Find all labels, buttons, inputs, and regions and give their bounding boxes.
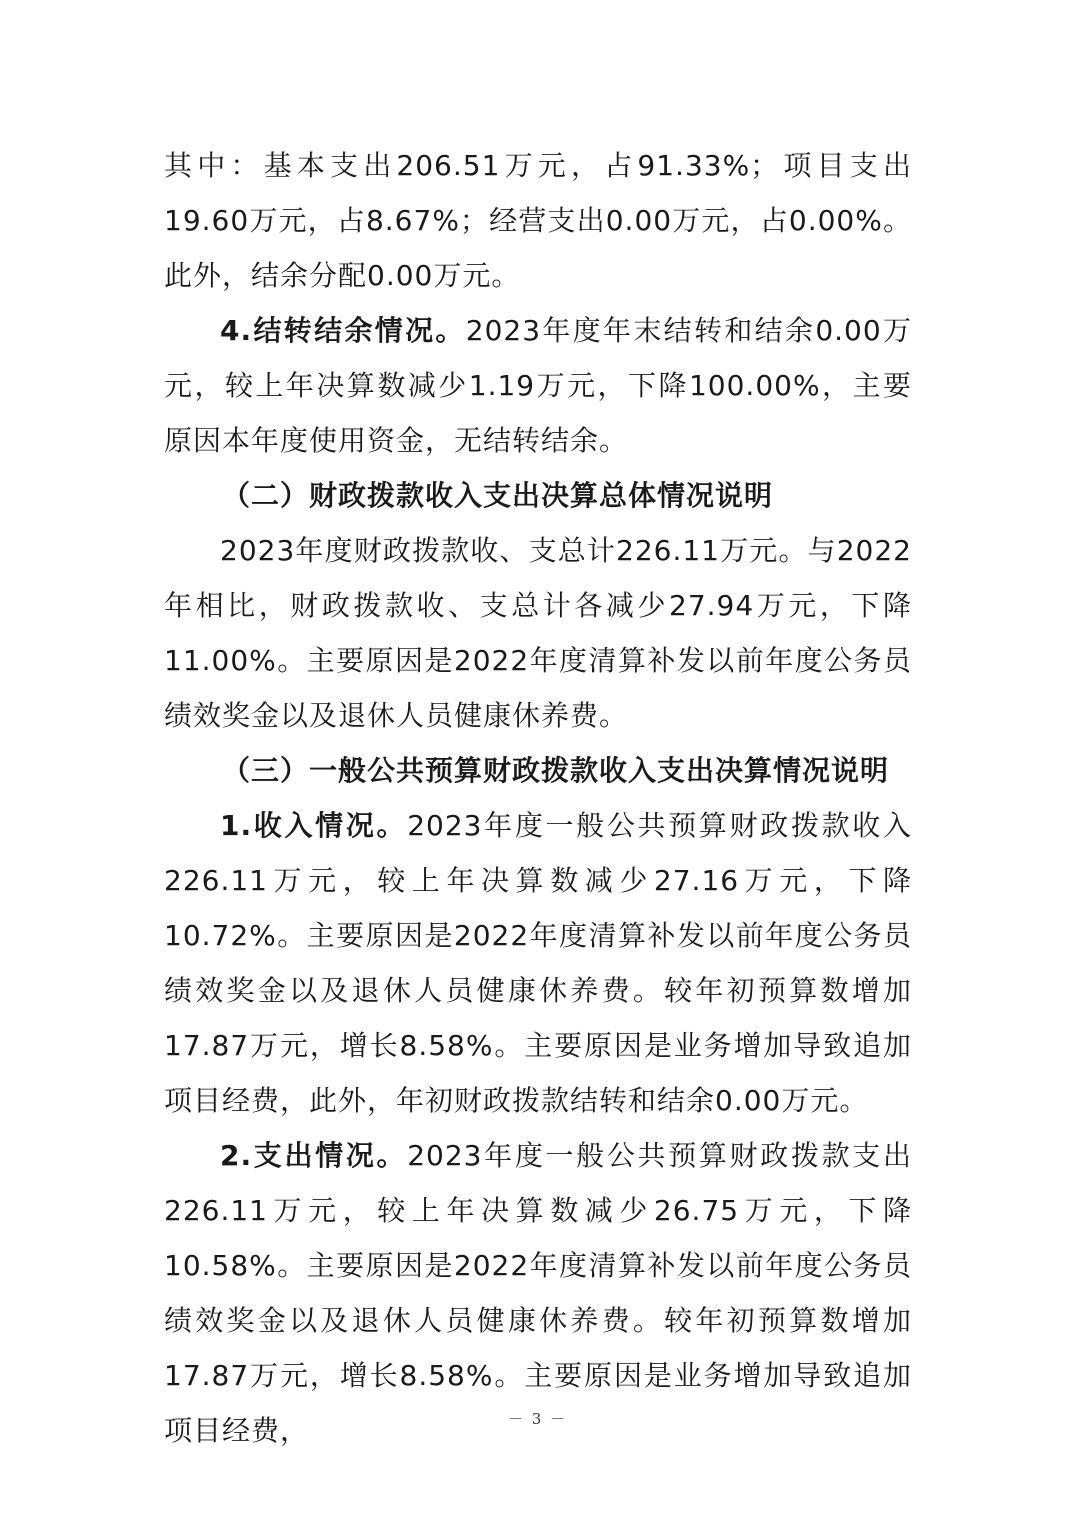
paragraph-text: 2023年度一般公共预算财政拨款支出226.11万元，较上年决算数减少26.75万元，下降10.58%。主要原因是2022年度清算补发以前年度公务员绩效奖金以及退休人员健康休养费。较年初预算数增加17.87万元，增长8.58%。主要原因是业务增加导致追加项目经费，: [164, 1139, 912, 1447]
paragraph-carryover: [164, 303, 912, 468]
paragraph-lead: 2.支出情况。: [220, 1139, 408, 1172]
section-heading-fiscal-overall: （二）财政拨款收入支出决算总体情况说明: [222, 479, 774, 512]
paragraph-fiscal-overall: [164, 523, 912, 743]
paragraph-text: 2023年度年末结转和结余0.00万元，较上年决算数减少1.19万元，下降100.00%，主要原因本年度使用资金，无结转结余。: [164, 314, 912, 457]
paragraph-lead: 1.收入情况。: [220, 809, 408, 842]
paragraph-text: 2023年度一般公共预算财政拨款收入226.11万元，较上年决算数减少27.16万元，下降10.72%。主要原因是2022年度清算补发以前年度公务员绩效奖金以及退休人员健康休养费。较年初预算数增加17.87万元，增长8.58%。主要原因是业务增加导致追加项目经费，此外，年初财政拨款结转和结余0.00万元。: [164, 809, 912, 1117]
paragraph-lead: 4.结转结余情况。: [220, 314, 466, 347]
paragraph-text: 其中：基本支出206.51万元，占91.33%；项目支出19.60万元，占8.67%；经营支出0.00万元，占0.00%。此外，结余分配0.00万元。: [164, 149, 912, 292]
paragraph-income: [164, 798, 912, 1128]
paragraph-text: 2023年度财政拨款收、支总计226.11万元。与2022年相比，财政拨款收、支总计各减少27.94万元，下降11.00%。主要原因是2022年度清算补发以前年度公务员绩效奖金以及退休人员健康休养费。: [164, 534, 912, 732]
paragraph-expense-breakdown: [164, 138, 912, 303]
page-number: － 3 －: [507, 1410, 568, 1428]
document-body: [164, 138, 912, 1458]
section-heading-general-budget: （三）一般公共预算财政拨款收入支出决算情况说明: [222, 754, 890, 787]
